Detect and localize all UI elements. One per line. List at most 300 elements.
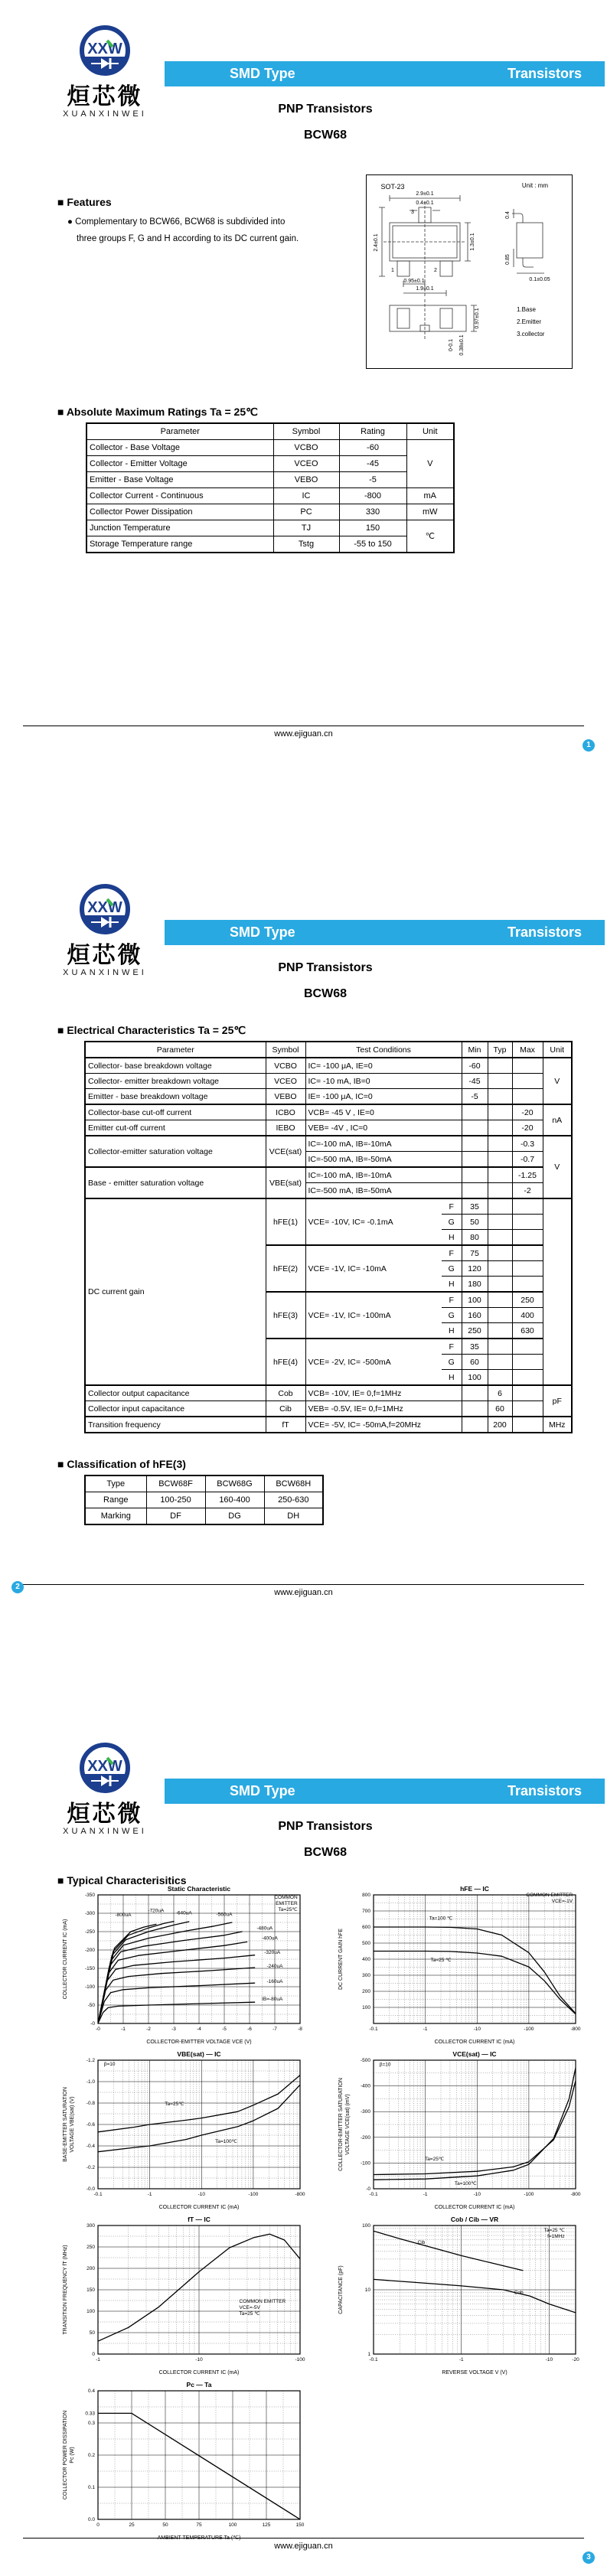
package-dimension-label: 1.9±0.1 <box>416 286 434 292</box>
cell: 250-630 <box>264 1492 323 1508</box>
svg-text:COLLECTOR CURRENT IC (mA): COLLECTOR CURRENT IC (mA) <box>63 1919 68 2000</box>
cell <box>512 1261 543 1277</box>
cell: -0.3 <box>512 1136 543 1152</box>
chart-ft-vs-ic <box>60 2215 312 2377</box>
electrical-table-host <box>84 1041 573 1433</box>
svg-text:CAPACITANCE (pF): CAPACITANCE (pF) <box>338 2265 344 2314</box>
brand-name-en: XUANXINWEI <box>63 1827 147 1836</box>
header-bar-left: SMD Type <box>230 66 295 81</box>
svg-text:-0.6: -0.6 <box>86 2122 95 2128</box>
package-dimension-label: 1 <box>391 268 394 273</box>
cell: DG <box>205 1508 264 1525</box>
brand-name-zh: 烜芯微 <box>67 1802 143 1827</box>
svg-text:-720uA: -720uA <box>148 1908 165 1914</box>
brand-name-en: XUANXINWEI <box>63 968 147 977</box>
package-dimension-label: 0.95±0.1 <box>403 279 425 284</box>
cell <box>512 1417 543 1433</box>
svg-text:0: 0 <box>92 2352 95 2357</box>
svg-text:Ta=100℃: Ta=100℃ <box>454 2180 477 2186</box>
cell: BCW68F <box>146 1475 205 1492</box>
package-svg <box>367 175 570 367</box>
package-dimension-label: 0.38±0.1 <box>459 334 465 356</box>
package-dimension-label: 0-0.1 <box>449 339 454 351</box>
cell: -55 to 150 <box>339 536 406 553</box>
header-cell: Parameter <box>85 1042 266 1058</box>
cell: V <box>406 440 454 488</box>
svg-text:700: 700 <box>362 1909 370 1914</box>
cell: ICBO <box>266 1104 305 1120</box>
svg-text:-400uA: -400uA <box>261 1935 278 1942</box>
svg-text:-10: -10 <box>195 2357 203 2362</box>
cell: 100 <box>462 1370 488 1386</box>
cell: MHz <box>543 1417 572 1433</box>
svg-text:0.3: 0.3 <box>87 2421 95 2426</box>
series-ib-400ua <box>98 1942 247 2023</box>
cell: Collector - Emitter Voltage <box>86 456 273 472</box>
svg-text:200: 200 <box>86 2266 95 2271</box>
svg-text:-200: -200 <box>360 2134 370 2141</box>
cell: Type <box>85 1475 146 1492</box>
page-1 <box>0 0 607 859</box>
svg-text:-0.1: -0.1 <box>369 2357 378 2362</box>
cell <box>488 1245 512 1261</box>
svg-text:400: 400 <box>362 1957 370 1962</box>
svg-text:COLLECTOR CURRENT IC (mA): COLLECTOR CURRENT IC (mA) <box>434 2205 515 2210</box>
package-dimension-label: 0.4±0.1 <box>416 201 434 206</box>
svg-text:COLLECTOR POWER DISSIPATION: COLLECTOR POWER DISSIPATION <box>63 2410 68 2500</box>
svg-text:-100: -100 <box>248 2192 259 2197</box>
cell: hFE(3) <box>266 1292 305 1339</box>
footer-url: www.ejiguan.cn <box>274 2542 333 2551</box>
svg-text:Cib: Cib <box>417 2239 426 2245</box>
svg-text:Ta=25℃: Ta=25℃ <box>424 2157 445 2163</box>
svg-text:-100: -100 <box>360 2160 370 2167</box>
svg-text:25: 25 <box>129 2522 135 2528</box>
svg-text:-160uA: -160uA <box>266 1979 283 1985</box>
svg-text:COMMON EMITTER: COMMON EMITTER <box>239 2298 286 2304</box>
svg-text:-300: -300 <box>360 2109 370 2115</box>
svg-text:-250: -250 <box>84 1929 95 1935</box>
doc-subtitle: PNP Transistors <box>278 961 373 974</box>
part-number: BCW68 <box>303 129 347 142</box>
svg-text:-50: -50 <box>87 2003 95 2008</box>
cell <box>512 1230 543 1246</box>
cell: 100 <box>462 1292 488 1308</box>
svg-text:DC CURRENT GAIN hFE: DC CURRENT GAIN hFE <box>338 1929 344 1990</box>
cell: IE= -100 μA, IC=0 <box>305 1089 462 1105</box>
svg-text:-8: -8 <box>298 2027 302 2032</box>
series-ib-80ua <box>98 2002 255 2023</box>
svg-text:-6: -6 <box>247 2027 252 2032</box>
header-bar-left: SMD Type <box>230 1783 295 1798</box>
svg-text:β=10: β=10 <box>103 2062 116 2067</box>
svg-text:-1: -1 <box>96 2357 100 2362</box>
package-dimension-label: 0.97±0.1 <box>475 308 480 329</box>
cell: Cib <box>266 1401 305 1417</box>
cell: Collector input capacitance <box>85 1401 266 1417</box>
cell: Transition frequency <box>85 1417 266 1433</box>
cell: -45 <box>339 456 406 472</box>
header-bar <box>165 61 605 86</box>
cell: VEB= -0.5V, IE= 0,f=1MHz <box>305 1401 462 1417</box>
svg-text:150: 150 <box>295 2522 305 2528</box>
cell: 60 <box>462 1355 488 1370</box>
electrical-title: ■ Electrical Characteristics Ta = 25℃ <box>57 1024 246 1036</box>
cell: PC <box>273 504 339 520</box>
cell: -45 <box>462 1074 488 1089</box>
svg-text:-800: -800 <box>570 2027 581 2032</box>
cell: 50 <box>462 1215 488 1230</box>
package-dimension-label: 0.1±0.05 <box>529 277 550 282</box>
svg-text:-800uA: -800uA <box>115 1912 132 1918</box>
page-number-badge: 1 <box>583 739 595 752</box>
svg-text:-100: -100 <box>524 2027 534 2032</box>
chart-vcesat-vs-ic <box>335 2049 588 2212</box>
cell: hFE(1) <box>266 1198 305 1245</box>
svg-text:VOLTAGE VBE(sat) (V): VOLTAGE VBE(sat) (V) <box>70 2096 75 2153</box>
cell <box>462 1167 488 1183</box>
page-number-badge: 3 <box>583 2552 595 2564</box>
cell: VCE= -1V, IC= -10mA <box>305 1245 442 1292</box>
cell <box>488 1136 512 1152</box>
cell: IC= -100 μA, IE=0 <box>305 1058 462 1074</box>
svg-text:COLLECTOR-EMITTER VOLTAGE VC: COLLECTOR-EMITTER VOLTAGE VCE (V) <box>146 2040 252 2045</box>
cell: 630 <box>512 1323 543 1339</box>
header-cell: Unit <box>406 423 454 440</box>
svg-text:0.2: 0.2 <box>87 2453 95 2458</box>
cell: TJ <box>273 520 339 536</box>
svg-text:-0.2: -0.2 <box>86 2165 95 2170</box>
cell <box>488 1089 512 1105</box>
svg-text:VBE(sat) — IC: VBE(sat) — IC <box>177 2050 221 2058</box>
svg-text:0.33: 0.33 <box>85 2411 95 2417</box>
svg-text:-320uA: -320uA <box>264 1949 281 1955</box>
page-number-badge: 2 <box>11 1581 24 1593</box>
svg-text:-0.1: -0.1 <box>369 2192 378 2197</box>
cell: IC=-100 mA, IB=-10mA <box>305 1136 462 1152</box>
absmax-table-host <box>86 422 455 553</box>
logo-letters: XXW <box>87 41 122 57</box>
part-number: BCW68 <box>303 1846 347 1859</box>
svg-text:-0.0: -0.0 <box>86 2186 95 2192</box>
svg-text:300: 300 <box>362 1973 370 1978</box>
svg-text:COLLECTOR CURRENT IC (mA): COLLECTOR CURRENT IC (mA) <box>158 2370 240 2375</box>
package-drawing <box>366 174 573 369</box>
svg-text:-1: -1 <box>423 2192 428 2197</box>
cell: Storage Temperature range <box>86 536 273 553</box>
cell: Collector-emitter saturation voltage <box>85 1136 266 1167</box>
svg-text:150: 150 <box>86 2287 95 2293</box>
page-3 <box>0 1717 607 2576</box>
cell: VCEO <box>266 1074 305 1089</box>
svg-text:-1.2: -1.2 <box>86 2058 95 2063</box>
chart-hfe-vs-ic <box>335 1884 588 2046</box>
cell: 100-250 <box>146 1492 205 1508</box>
cell: IC=-500 mA, IB=-50mA <box>305 1152 462 1168</box>
svg-text:-1: -1 <box>459 2357 464 2362</box>
svg-text:Static Characteristic: Static Characteristic <box>167 1885 231 1893</box>
cell: G <box>442 1355 462 1370</box>
svg-text:200: 200 <box>362 1989 370 1994</box>
cell: nA <box>543 1104 572 1136</box>
cell: 150 <box>339 520 406 536</box>
header-bar <box>165 920 605 945</box>
cell <box>512 1401 543 1417</box>
svg-text:75: 75 <box>196 2522 202 2528</box>
cell: Junction Temperature <box>86 520 273 536</box>
cell: -60 <box>462 1058 488 1074</box>
svg-text:-1: -1 <box>147 2192 152 2197</box>
cell: -800 <box>339 488 406 504</box>
cell: IEBO <box>266 1120 305 1136</box>
chart-vbesat-vs-ic <box>60 2049 312 2212</box>
cell: Range <box>85 1492 146 1508</box>
svg-text:-0.1: -0.1 <box>369 2027 378 2032</box>
cell: F <box>442 1339 462 1355</box>
feature-item-cont: three groups F, G and H according to its DC current gain. <box>77 234 299 243</box>
doc-subtitle: PNP Transistors <box>278 103 373 116</box>
cell: 6 <box>488 1385 512 1401</box>
cell <box>488 1308 512 1323</box>
svg-text:0: 0 <box>96 2522 100 2528</box>
cell: Collector Current - Continuous <box>86 488 273 504</box>
svg-text:-400: -400 <box>360 2083 370 2089</box>
package-dimension-label: 3 <box>411 210 414 215</box>
cell: IC=-500 mA, IB=-50mA <box>305 1183 462 1199</box>
cell: -5 <box>462 1089 488 1105</box>
svg-text:-100: -100 <box>524 2192 534 2197</box>
cell <box>512 1355 543 1370</box>
svg-text:-800: -800 <box>570 2192 581 2197</box>
cell: 120 <box>462 1261 488 1277</box>
svg-text:-20: -20 <box>572 2357 579 2362</box>
svg-text:-0: -0 <box>96 2027 100 2032</box>
cell <box>512 1370 543 1386</box>
cell: F <box>442 1245 462 1261</box>
cell <box>488 1104 512 1120</box>
cell <box>488 1198 512 1215</box>
cell: VCE= -10V, IC= -0.1mA <box>305 1198 442 1245</box>
svg-text:COLLECTOR-EMITTER SATURATION: COLLECTOR-EMITTER SATURATION <box>338 2078 344 2171</box>
svg-text:-4: -4 <box>197 2027 201 2032</box>
cell <box>512 1198 543 1215</box>
svg-text:-100: -100 <box>295 2357 305 2362</box>
svg-text:-1.0: -1.0 <box>86 2079 95 2085</box>
cell <box>512 1385 543 1401</box>
cell <box>488 1355 512 1370</box>
svg-text:Cob / Cib — VR: Cob / Cib — VR <box>450 2216 499 2223</box>
svg-text:100: 100 <box>362 2223 370 2229</box>
svg-text:-10: -10 <box>473 2192 481 2197</box>
cell: V <box>543 1136 572 1198</box>
cell: DH <box>264 1508 323 1525</box>
package-dimension-label: 1.3±0.1 <box>470 233 475 251</box>
svg-text:VCE(sat) — IC: VCE(sat) — IC <box>452 2050 497 2058</box>
svg-text:COLLECTOR CURRENT IC (mA): COLLECTOR CURRENT IC (mA) <box>158 2205 240 2210</box>
svg-text:-0.4: -0.4 <box>86 2144 95 2149</box>
cell: VCE= -1V, IC= -100mA <box>305 1292 442 1339</box>
cell: Cob <box>266 1385 305 1401</box>
svg-text:-500: -500 <box>360 2058 370 2063</box>
cell <box>488 1152 512 1168</box>
footer-divider <box>23 1584 584 1585</box>
cell: -20 <box>512 1120 543 1136</box>
cell: -60 <box>339 440 406 456</box>
cell: H <box>442 1323 462 1339</box>
cell: 35 <box>462 1339 488 1355</box>
svg-text:100: 100 <box>362 2005 370 2010</box>
svg-text:-240uA: -240uA <box>266 1964 283 1970</box>
header-cell: Min <box>462 1042 488 1058</box>
header-bar-right: Transistors <box>507 924 582 940</box>
package-dimension-label: 2.Emitter <box>517 318 542 325</box>
svg-text:COLLECTOR CURRENT IC (mA): COLLECTOR CURRENT IC (mA) <box>434 2040 515 2045</box>
svg-text:800: 800 <box>362 1893 370 1898</box>
cell: -2 <box>512 1183 543 1199</box>
svg-text:100: 100 <box>86 2309 95 2314</box>
cell <box>462 1385 488 1401</box>
svg-text:Ta=25 ℃: Ta=25 ℃ <box>430 1958 452 1964</box>
svg-text:-10: -10 <box>197 2192 205 2197</box>
svg-text:500: 500 <box>362 1941 370 1946</box>
svg-text:AMBIENT TEMPERATURE Ta (℃): AMBIENT TEMPERATURE Ta (℃) <box>157 2535 241 2541</box>
cell <box>488 1370 512 1386</box>
cell: 160-400 <box>205 1492 264 1508</box>
svg-text:-100: -100 <box>84 1984 95 1990</box>
cell <box>512 1058 543 1074</box>
svg-text:-480uA: -480uA <box>256 1925 273 1932</box>
svg-text:-1: -1 <box>423 2027 428 2032</box>
cell: G <box>442 1308 462 1323</box>
logo-letters: XXW <box>87 1758 122 1775</box>
cell <box>488 1183 512 1199</box>
svg-text:0.4: 0.4 <box>87 2389 95 2394</box>
svg-text:-640uA: -640uA <box>175 1910 192 1916</box>
svg-text:-300: -300 <box>84 1911 95 1916</box>
header-cell: Symbol <box>273 423 339 440</box>
package-dimension-label: 2.9±0.1 <box>416 191 434 197</box>
svg-text:-0.1: -0.1 <box>93 2192 103 2197</box>
svg-text:-150: -150 <box>84 1966 95 1971</box>
footer-divider <box>23 2538 584 2539</box>
cell <box>462 1183 488 1199</box>
cell: F <box>442 1198 462 1215</box>
cell: Collector Power Dissipation <box>86 504 273 520</box>
svg-text:IB=-80uA: IB=-80uA <box>262 1997 283 2003</box>
cell: H <box>442 1370 462 1386</box>
svg-text:600: 600 <box>362 1925 370 1930</box>
cell: DC current gain <box>85 1198 266 1385</box>
cell: VCB= -45 V , IE=0 <box>305 1104 462 1120</box>
svg-text:-10: -10 <box>473 2027 481 2032</box>
cell <box>488 1230 512 1246</box>
svg-text:10: 10 <box>364 2287 370 2293</box>
cell <box>543 1198 572 1385</box>
features-title: ■ Features <box>57 196 112 208</box>
series-cib <box>374 2231 523 2271</box>
cell: Emitter - base breakdown voltage <box>85 1089 266 1105</box>
header-cell: Rating <box>339 423 406 440</box>
cell <box>462 1136 488 1152</box>
svg-text:VCE=-1V: VCE=-1V <box>551 1899 573 1905</box>
cell <box>512 1074 543 1089</box>
cell <box>512 1277 543 1293</box>
cell: mA <box>406 488 454 504</box>
package-dimension-label: 2 <box>434 268 437 273</box>
footer-url: www.ejiguan.cn <box>274 729 333 739</box>
cell: Base - emitter saturation voltage <box>85 1167 266 1198</box>
electrical-characteristics-table <box>84 1041 573 1433</box>
cell: hFE(4) <box>266 1339 305 1385</box>
header-cell: Max <box>512 1042 543 1058</box>
svg-text:hFE — IC: hFE — IC <box>460 1885 489 1893</box>
cell <box>488 1167 512 1183</box>
cell: 330 <box>339 504 406 520</box>
cell: VCBO <box>273 440 339 456</box>
brand-logo-mark <box>76 1740 134 1798</box>
cell: G <box>442 1261 462 1277</box>
package-dimension-label: 3.collector <box>517 331 545 337</box>
svg-text:-350: -350 <box>84 1893 95 1898</box>
svg-text:-0: -0 <box>366 2186 370 2192</box>
header-bar-right: Transistors <box>507 66 582 81</box>
svg-text:50: 50 <box>89 2330 95 2336</box>
svg-text:-1: -1 <box>121 2027 126 2032</box>
cell: VEB= -4V , IC=0 <box>305 1120 462 1136</box>
cell <box>488 1215 512 1230</box>
svg-text:50: 50 <box>162 2522 168 2528</box>
cell <box>512 1089 543 1105</box>
cell: VCE= -5V, IC= -50mA,f=20MHz <box>305 1417 462 1433</box>
svg-text:-200: -200 <box>84 1948 95 1953</box>
header-bar <box>165 1779 605 1804</box>
cell: -0.7 <box>512 1152 543 1168</box>
cell: Emitter cut-off current <box>85 1120 266 1136</box>
cell: V <box>543 1058 572 1104</box>
chart-capacitance-vs-voltage <box>335 2215 588 2377</box>
svg-text:-0: -0 <box>90 2021 95 2027</box>
package-dimension-label: Unit : mm <box>521 182 549 189</box>
svg-text:Ta=25 ℃: Ta=25 ℃ <box>543 2228 565 2234</box>
absolute-maximum-ratings-table <box>86 422 455 553</box>
header-cell: Unit <box>543 1042 572 1058</box>
package-dimension-label: 0.4 <box>505 211 511 219</box>
part-number: BCW68 <box>303 987 347 1000</box>
brand-name-en: XUANXINWEI <box>63 109 147 119</box>
cell: DF <box>146 1508 205 1525</box>
svg-text:VCE=-5V: VCE=-5V <box>239 2304 260 2310</box>
cell: fT <box>266 1417 305 1433</box>
svg-text:f=1MHz: f=1MHz <box>547 2234 565 2240</box>
cell: IC=-100 mA, IB=-10mA <box>305 1167 462 1183</box>
svg-text:125: 125 <box>262 2522 271 2528</box>
header-cell: Test Conditions <box>305 1042 462 1058</box>
svg-text:REVERSE VOLTAGE V (V): REVERSE VOLTAGE V (V) <box>442 2370 507 2375</box>
cell: Collector- emitter breakdown voltage <box>85 1074 266 1089</box>
svg-text:Ta=25℃: Ta=25℃ <box>165 2101 184 2107</box>
svg-text:1: 1 <box>367 2352 370 2357</box>
cell: VBE(sat) <box>266 1167 305 1198</box>
cell: BCW68G <box>205 1475 264 1492</box>
svg-text:β=10: β=10 <box>379 2062 391 2068</box>
cell <box>462 1417 488 1433</box>
cell <box>488 1339 512 1355</box>
cell: 160 <box>462 1308 488 1323</box>
svg-text:Ta=25 ℃: Ta=25 ℃ <box>239 2310 260 2317</box>
cell: G <box>442 1215 462 1230</box>
cell <box>462 1120 488 1136</box>
cell <box>488 1323 512 1339</box>
